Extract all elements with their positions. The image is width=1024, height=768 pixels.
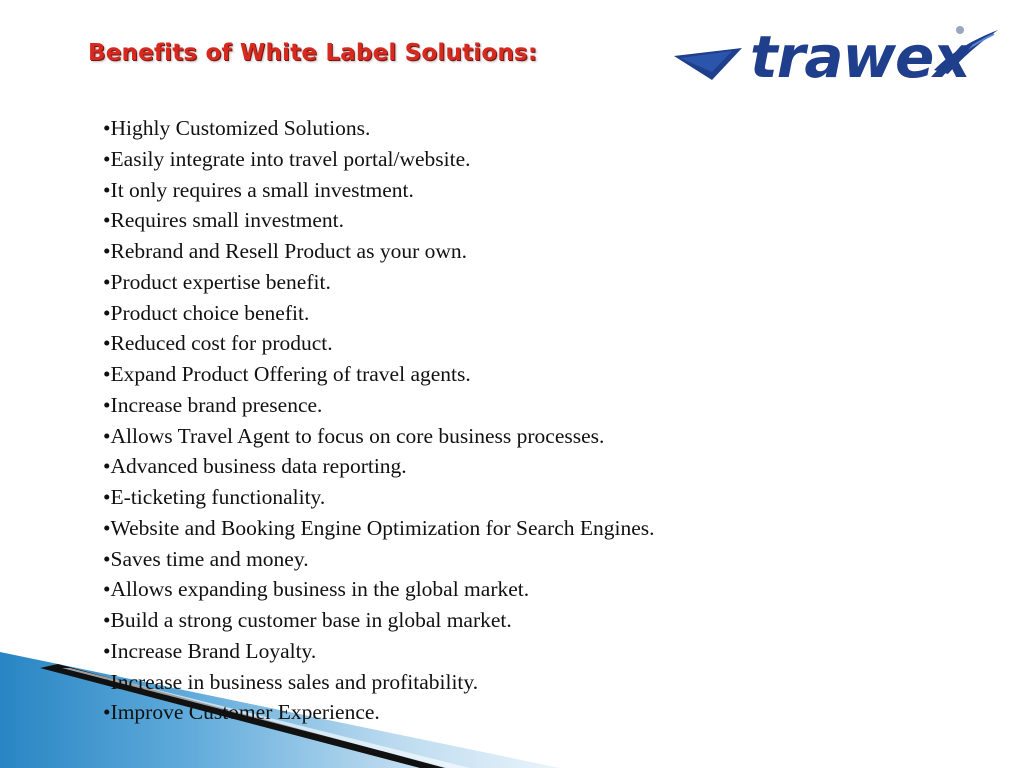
benefit-item	[103, 267, 748, 298]
bullet-marker: •	[103, 669, 111, 694]
bullet-marker: •	[103, 423, 111, 448]
bullet-marker: •	[103, 146, 111, 171]
slide-title: Benefits of White Label Solutions:	[88, 40, 538, 66]
benefit-text: Rebrand and Resell Product as your own.	[110, 239, 468, 263]
bullet-marker: •	[103, 208, 111, 233]
benefit-text: Advanced business data reporting.	[110, 454, 407, 479]
benefits-list	[103, 113, 748, 728]
benefit-item	[103, 667, 748, 698]
benefit-text: Requires small investment.	[110, 208, 345, 233]
bullet-marker: •	[103, 608, 111, 632]
bullet-marker: •	[103, 454, 111, 479]
benefit-text: It only requires a small investment.	[110, 177, 414, 202]
bullet-marker: •	[103, 700, 111, 725]
benefit-item	[103, 605, 748, 636]
trawex-logo	[672, 22, 1002, 91]
logo-wordmark: trawex	[750, 23, 970, 91]
benefit-text: Allows expanding business in the global market.	[110, 577, 530, 602]
benefit-text: Website and Booking Engine Optimization for Search Engines.	[110, 515, 655, 540]
benefit-item	[103, 421, 748, 452]
benefit-text: Increase brand presence.	[110, 392, 323, 417]
benefit-item	[103, 697, 748, 728]
benefit-item	[103, 328, 748, 359]
benefit-text: Increase Brand Loyalty.	[110, 638, 317, 663]
bullet-marker: •	[103, 331, 111, 356]
benefit-item	[103, 205, 748, 236]
bullet-marker: •	[103, 300, 111, 325]
benefit-item	[103, 298, 748, 329]
bullet-marker: •	[103, 177, 111, 202]
bullet-marker: •	[103, 362, 111, 386]
benefit-item	[103, 513, 748, 544]
benefit-item	[103, 359, 748, 390]
bullet-marker: •	[103, 638, 111, 663]
benefit-item	[103, 636, 748, 667]
benefit-text: Improve Customer Experience.	[110, 700, 380, 725]
benefit-text: Allows Travel Agent to focus on core business processes.	[110, 423, 605, 448]
benefit-item	[103, 236, 748, 267]
bullet-marker: •	[103, 515, 111, 540]
bullet-marker: •	[103, 392, 111, 417]
bullet-marker: •	[103, 577, 111, 602]
benefit-text: Highly Customized Solutions.	[110, 116, 371, 140]
benefit-text: Easily integrate into travel portal/website.	[110, 146, 471, 171]
bullet-marker: •	[103, 485, 111, 509]
bullet-marker: •	[103, 546, 111, 571]
benefit-text: Build a strong customer base in global market.	[110, 608, 512, 632]
benefit-item	[103, 544, 748, 575]
benefit-item	[103, 113, 748, 144]
bullet-marker: •	[103, 239, 111, 263]
benefit-text: E-ticketing functionality.	[110, 485, 326, 509]
benefit-text: Expand Product Offering of travel agents.	[110, 362, 471, 386]
benefit-item	[103, 451, 748, 482]
benefit-text: Reduced cost for product.	[110, 331, 333, 356]
benefit-item	[103, 574, 748, 605]
bullet-marker: •	[103, 269, 111, 294]
benefit-item	[103, 482, 748, 513]
benefit-text: Increase in business sales and profitability.	[110, 669, 479, 694]
benefit-item	[103, 144, 748, 175]
benefit-item	[103, 175, 748, 206]
benefit-text: Saves time and money.	[110, 546, 309, 571]
benefit-item	[103, 390, 748, 421]
benefit-text: Product choice benefit.	[110, 300, 310, 325]
bullet-marker: •	[103, 116, 111, 140]
benefit-text: Product expertise benefit.	[110, 269, 331, 294]
